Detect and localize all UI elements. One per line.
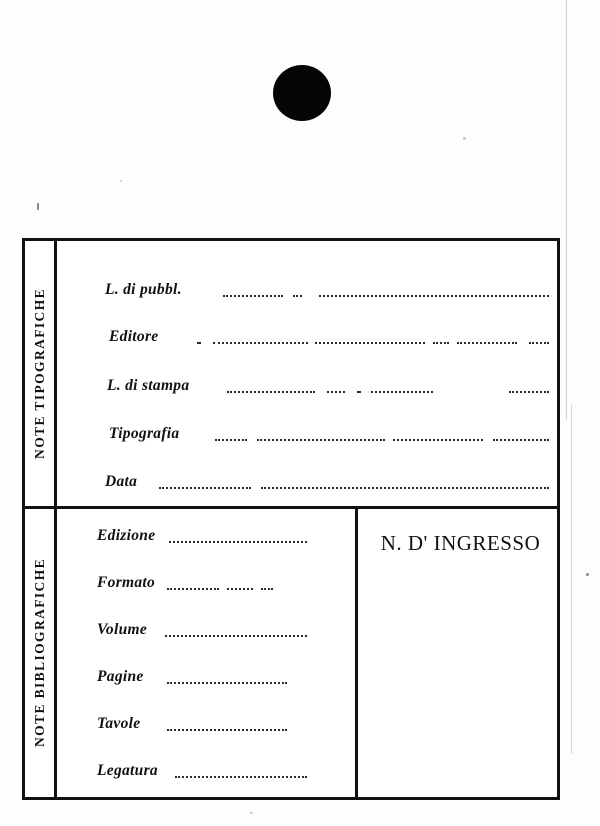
page-edge-line-lower <box>571 404 572 754</box>
scan-speck <box>463 137 466 140</box>
field-dots <box>433 342 449 344</box>
field-dots <box>493 439 549 441</box>
punch-hole-icon <box>273 65 331 121</box>
field-label-tipografia: Tipografia <box>109 425 180 442</box>
field-label-luogo-stampa: L. di stampa <box>107 377 190 394</box>
field-label-volume: Volume <box>97 621 148 638</box>
field-label-tavole: Tavole <box>97 715 141 732</box>
field-dots <box>393 439 483 441</box>
scan-mark-left <box>37 203 39 210</box>
field-dots <box>175 776 307 778</box>
typographic-notes-rows <box>57 241 557 506</box>
bibliographic-notes-block <box>25 509 557 797</box>
field-dots <box>169 541 307 543</box>
field-dots <box>319 295 549 297</box>
field-dots <box>509 391 549 393</box>
entry-number-label: N. D' INGRESSO <box>380 531 541 555</box>
field-dots <box>165 635 307 637</box>
field-dots <box>261 588 273 590</box>
catalog-card <box>22 238 560 800</box>
field-label-editore: Editore <box>109 328 159 345</box>
page-edge-line <box>566 0 567 420</box>
field-dots <box>357 391 361 393</box>
typographic-notes-side-label <box>25 241 57 506</box>
field-dots <box>327 391 345 393</box>
field-dots <box>167 588 219 590</box>
field-dots <box>227 391 315 393</box>
field-dots <box>529 342 549 344</box>
field-dots <box>215 439 247 441</box>
field-dots <box>257 439 385 441</box>
field-dots <box>261 487 549 489</box>
field-label-pagine: Pagine <box>97 668 144 685</box>
typographic-notes-block <box>25 241 557 509</box>
field-dots <box>457 342 517 344</box>
field-label-legatura: Legatura <box>97 762 158 779</box>
bibliographic-notes-side-label-text: NOTE BIBLIOGRAFICHE <box>31 558 47 748</box>
bibliographic-notes-rows <box>57 509 557 797</box>
field-dots <box>167 682 287 684</box>
field-dots <box>293 295 302 297</box>
field-dots <box>197 342 201 344</box>
field-label-luogo-pubblicazione: L. di pubbl. <box>105 281 182 298</box>
field-label-edizione: Edizione <box>97 527 156 544</box>
field-label-formato: Formato <box>97 574 156 591</box>
typographic-notes-side-label-text: NOTE TIPOGRAFICHE <box>31 288 47 459</box>
scan-speck <box>250 812 253 814</box>
field-dots <box>315 342 425 344</box>
bibliographic-notes-side-label <box>25 509 57 797</box>
field-dots <box>213 342 308 344</box>
field-dots <box>167 729 287 731</box>
scan-speck <box>120 180 122 182</box>
scan-mark-right <box>586 573 589 576</box>
field-label-data: Data <box>105 473 138 490</box>
field-dots <box>159 487 251 489</box>
field-dots <box>223 295 283 297</box>
field-dots <box>227 588 253 590</box>
field-dots <box>371 391 433 393</box>
